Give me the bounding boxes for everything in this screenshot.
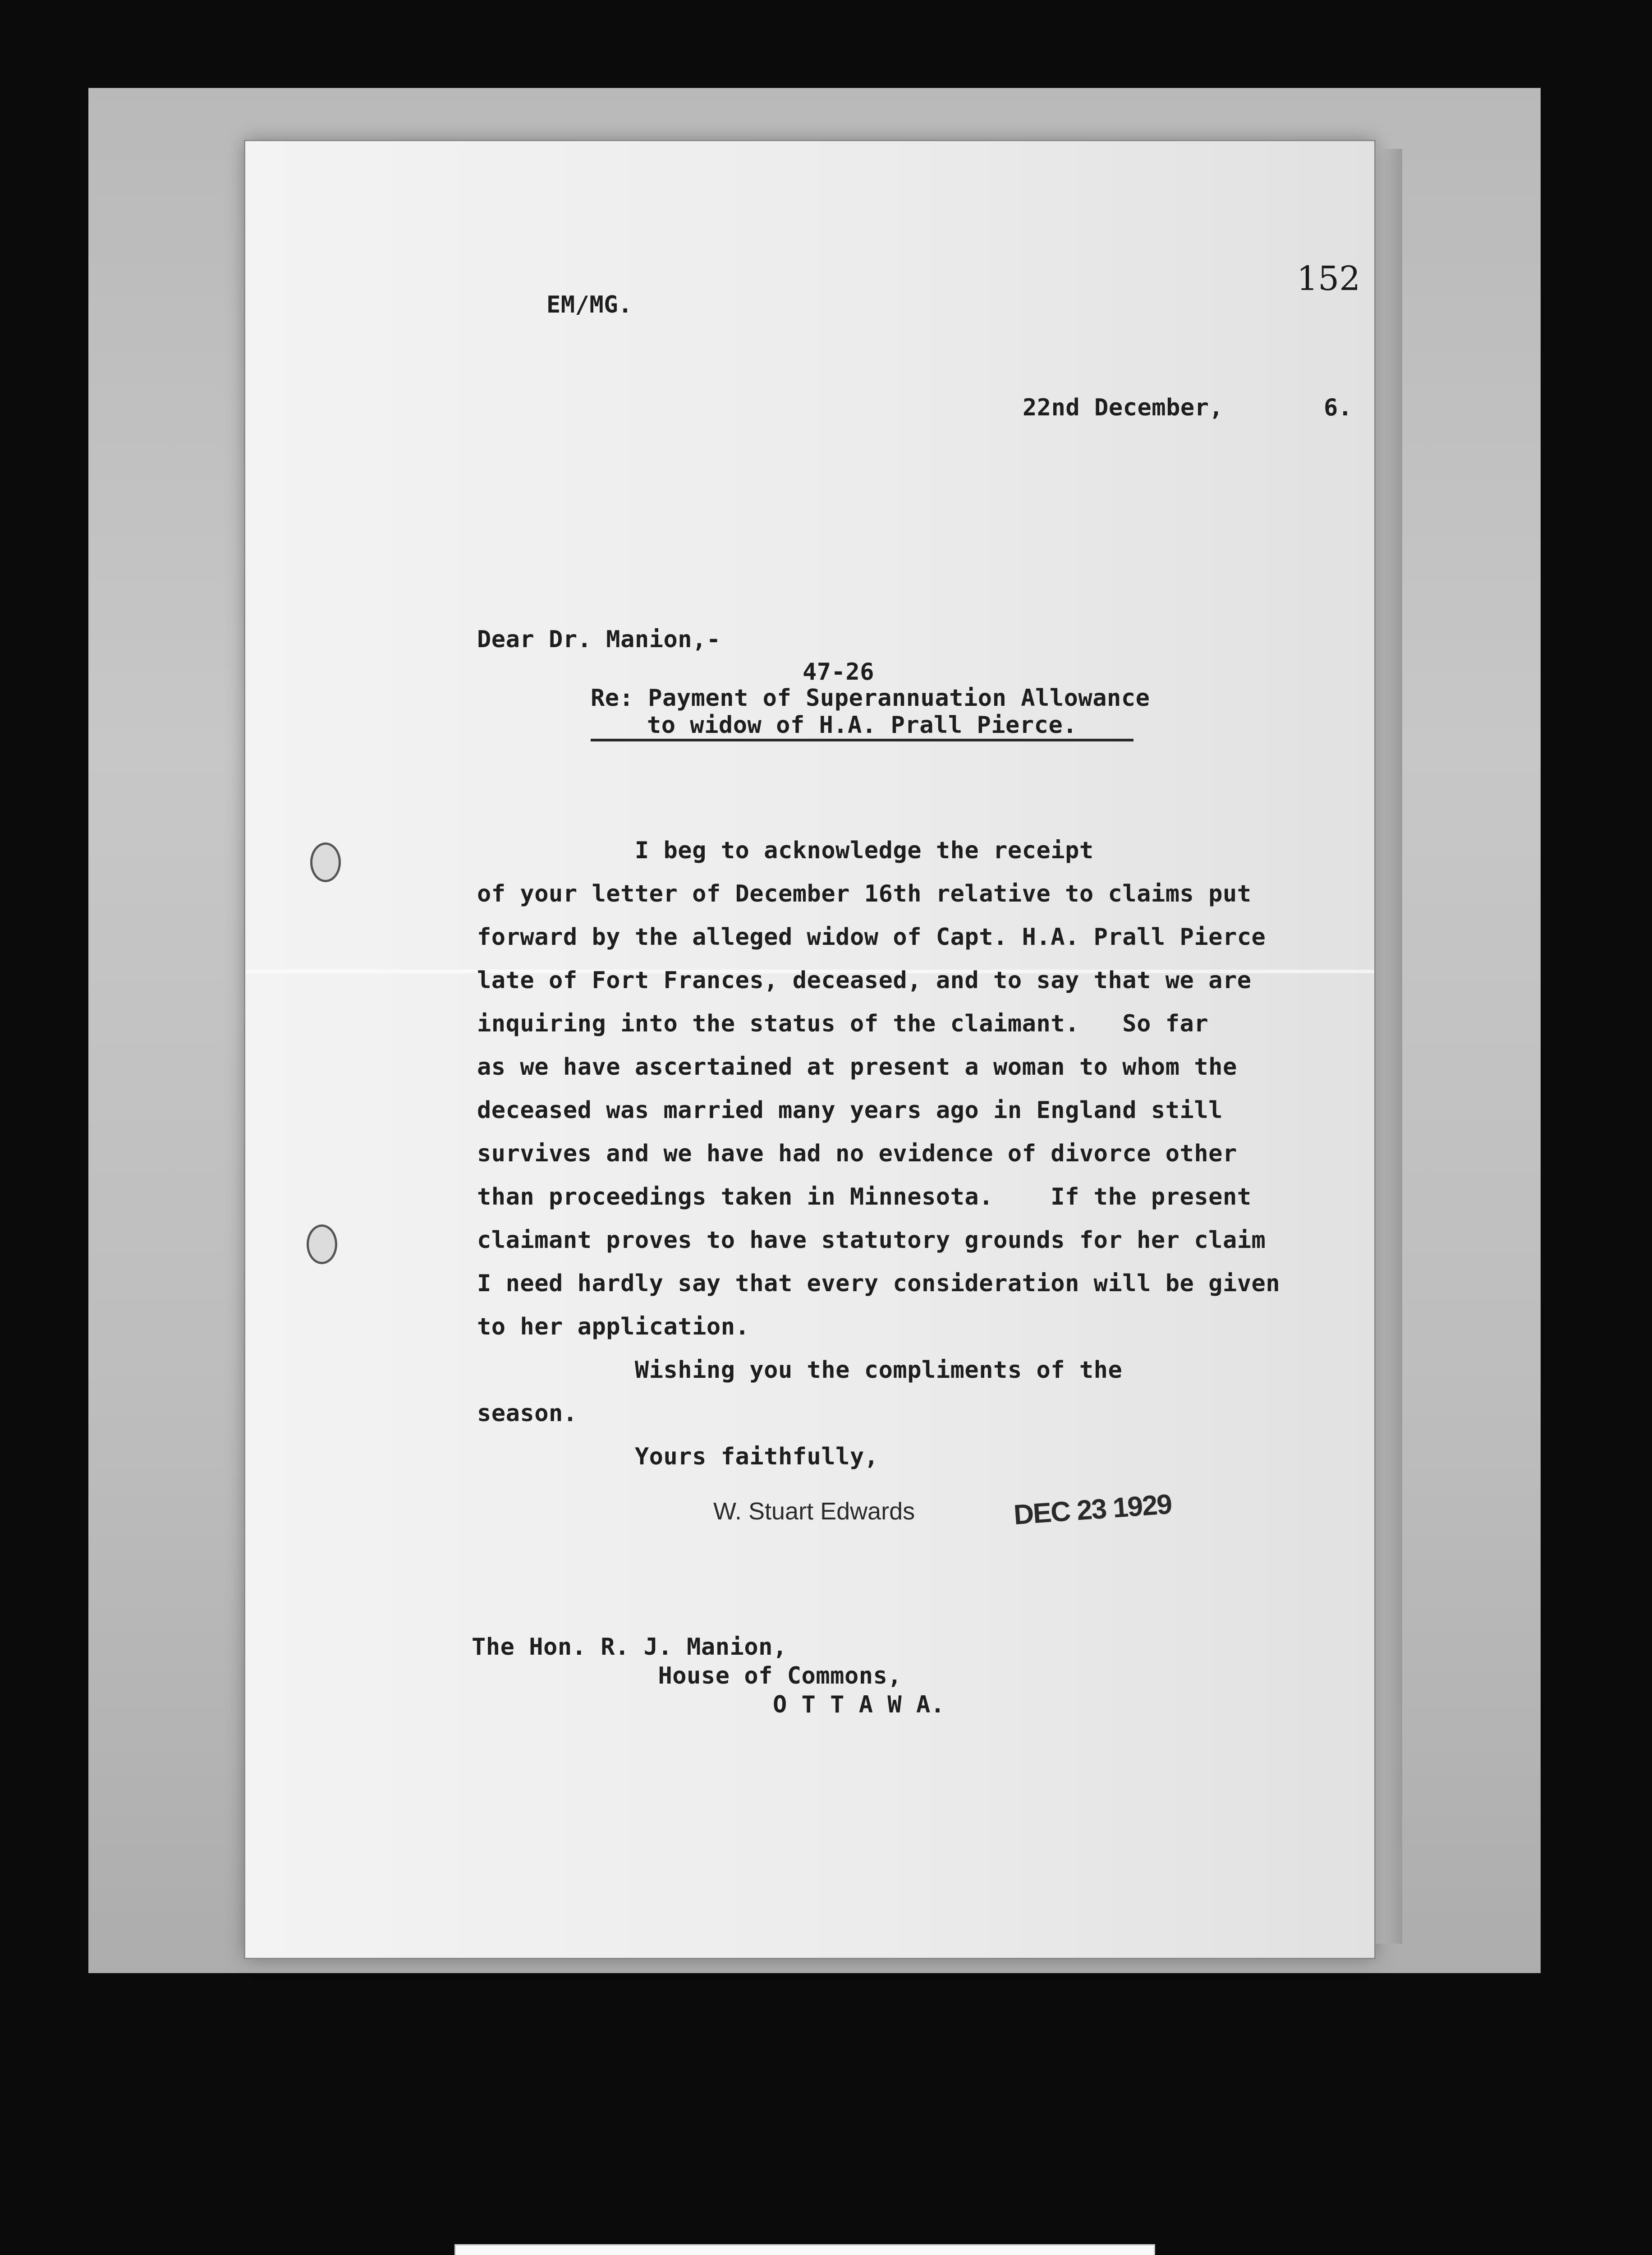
signature: W. Stuart Edwards	[713, 1498, 915, 1525]
body-line: inquiring into the status of the claimant. So far	[477, 1010, 1209, 1037]
body-line: than proceedings taken in Minnesota. If the present	[477, 1183, 1252, 1210]
punch-hole-bottom	[307, 1224, 337, 1264]
punch-hole-top	[310, 842, 341, 882]
body-line: season.	[477, 1400, 578, 1427]
body-line: survives and we have had no evidence of divorce other	[477, 1140, 1237, 1167]
addressee-line: House of Commons,	[472, 1662, 902, 1689]
body-line: late of Fort Frances, deceased, and to say that we are	[477, 967, 1252, 994]
body-line: forward by the alleged widow of Capt. H.A. Prall Pierce	[477, 924, 1266, 951]
subject-line-1: Re: Payment of Superannuation Allowance	[591, 685, 1150, 712]
body-line: Yours faithfully,	[477, 1443, 879, 1470]
file-number: 47-26	[803, 658, 875, 686]
letter-body	[477, 829, 1280, 1478]
letter-date: 22nd December, 6.	[1023, 394, 1353, 421]
body-line: I need hardly say that every consideration will be given	[477, 1270, 1280, 1297]
reference-initials: EM/MG.	[546, 291, 633, 318]
salutation: Dear Dr. Manion,-	[477, 626, 721, 653]
archive-label	[454, 2244, 1155, 2255]
body-line: deceased was married many years ago in England still	[477, 1097, 1223, 1124]
body-line: of your letter of December 16th relative to claims put	[477, 880, 1252, 907]
page-number: 152	[1297, 259, 1361, 298]
body-line: to her application.	[477, 1313, 750, 1340]
date-stamp: DEC 23 1929	[1013, 1488, 1173, 1531]
addressee-line: The Hon. R. J. Manion,	[472, 1634, 787, 1661]
addressee-line: O T T A W A.	[472, 1691, 945, 1718]
body-line: as we have ascertained at present a woman to whom the	[477, 1054, 1237, 1081]
body-line: Wishing you the compliments of the	[477, 1357, 1123, 1384]
subject-line-2: to widow of H.A. Prall Pierce.	[591, 712, 1133, 741]
body-line: claimant proves to have statutory grounds for her claim	[477, 1227, 1266, 1254]
body-line: I beg to acknowledge the receipt	[477, 837, 1094, 864]
